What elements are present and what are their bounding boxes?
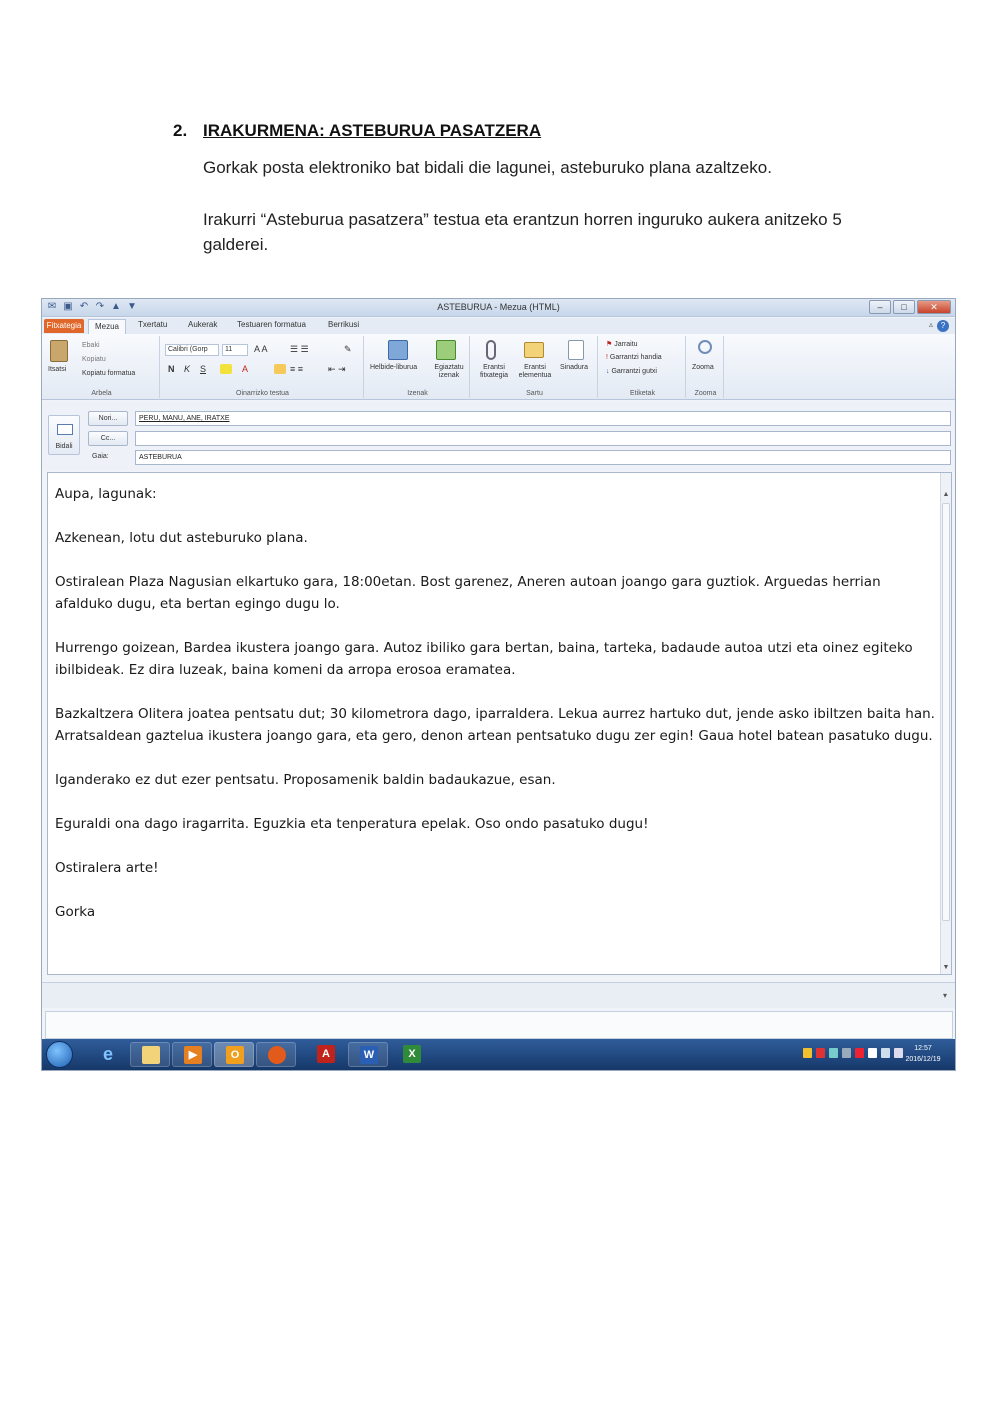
people-pane <box>45 1011 953 1039</box>
low-importance-button[interactable] <box>606 368 657 375</box>
expand-chevron-icon[interactable]: ▾ <box>942 991 947 1000</box>
group-label: Oinarrizko testua <box>236 390 289 397</box>
firefox-icon <box>268 1046 286 1064</box>
low-importance-label: Garrantzi gutxi <box>611 368 657 375</box>
taskbar-media-player[interactable] <box>172 1042 212 1067</box>
scroll-thumb[interactable] <box>942 503 950 921</box>
group-names <box>366 336 470 398</box>
high-importance-button[interactable] <box>606 354 662 361</box>
message-header <box>42 401 955 471</box>
window-controls <box>869 300 951 314</box>
check-names-button[interactable]: Egiaztatu izenak <box>434 364 464 379</box>
grow-font-icon[interactable]: A A <box>254 344 268 354</box>
cc-button[interactable]: Cc... <box>88 431 128 446</box>
underline-icon[interactable]: S <box>200 364 207 374</box>
taskbar-firefox[interactable] <box>256 1042 296 1067</box>
align-center-icon[interactable]: ≡ ≡ <box>290 364 304 374</box>
tab-review[interactable]: Berrikusi <box>328 320 360 329</box>
attach-file-icon[interactable] <box>486 340 496 360</box>
group-tags <box>600 336 686 398</box>
check-names-icon[interactable] <box>436 340 456 360</box>
taskbar-excel[interactable] <box>392 1042 432 1067</box>
taskbar <box>42 1039 955 1070</box>
address-book-button[interactable]: Helbide-liburua <box>370 364 418 371</box>
ribbon-tabs <box>42 318 955 334</box>
group-basic-text <box>162 336 364 398</box>
signature-icon[interactable] <box>568 340 584 360</box>
attach-item-button[interactable]: Erantsi elementua <box>518 364 552 379</box>
shield-icon[interactable] <box>842 1048 851 1058</box>
zoom-icon[interactable] <box>698 340 712 354</box>
exercise-intro: Gorkak posta elektroniko bat bidali die lagunei, asteburuko plana azaltzeko. <box>203 158 772 177</box>
scroll-up-icon[interactable]: ▲ <box>942 491 950 498</box>
body-paragraph: Ostiralean Plaza Nagusian elkartuko gara, 18:00etan. Bost garenez, Aneren autoan joango gara guztiok. Arguedas herrian afalduko dugu, eta bertan egingo dugu lo. <box>55 574 881 612</box>
group-label: Etiketak <box>630 390 655 397</box>
tab-message[interactable]: Mezua <box>88 319 126 334</box>
to-field[interactable]: PERU, MANU, ANE, IRATXE <box>135 411 951 426</box>
vertical-scrollbar[interactable] <box>940 473 951 974</box>
close-button[interactable]: ✕ <box>917 300 951 314</box>
paste-icon[interactable] <box>50 340 68 362</box>
attach-file-button[interactable]: Erantsi fitxategia <box>479 364 509 379</box>
body-paragraph: Azkenean, lotu dut asteburuko plana. <box>55 530 308 546</box>
media-player-icon: ▶ <box>184 1046 202 1064</box>
clear-format-icon[interactable]: ✎ <box>344 344 352 354</box>
font-size-select[interactable]: 11 <box>222 344 248 356</box>
ribbon <box>42 334 955 400</box>
word-icon: W <box>360 1046 378 1064</box>
flag-icon[interactable] <box>868 1048 877 1058</box>
taskbar-word[interactable] <box>348 1042 388 1067</box>
font-color-icon[interactable]: A <box>242 364 249 374</box>
taskbar-outlook[interactable] <box>214 1042 254 1067</box>
high-importance-label: Garrantzi handia <box>609 354 662 361</box>
body-paragraph: Gorka <box>55 904 96 920</box>
send-button[interactable] <box>48 415 80 455</box>
taskbar-ie[interactable] <box>88 1042 128 1067</box>
bold-icon[interactable]: N <box>168 364 175 374</box>
cut-button[interactable]: Ebaki <box>82 342 100 349</box>
copy-button[interactable]: Kopiatu <box>82 356 106 363</box>
highlight-icon[interactable] <box>220 364 232 374</box>
body-paragraph: Bazkaltzera Olitera joatea pentsatu dut; 30 kilometrora dago, iparraldera. Lekua aurrez hartuko dut, jende asko ibiltzen baita han. Arratsaldean gaztelua ikustera joango gara, eta gero, denon artean pentsatuko dugu zer egin! Gaua hotel batean pasatuko dugu. <box>55 706 935 744</box>
to-button[interactable]: Nori... <box>88 411 128 426</box>
align-left-icon[interactable] <box>274 364 286 374</box>
body-paragraph: Hurrengo goizean, Bardea ikustera joango gara. Autoz ibiliko gara bertan, baina, tarteka, badaude autoa utzi eta oinez egiteko ibilbideak. Ez dira luzeak, baina komeni da arropa erosoa eramatea. <box>55 640 913 678</box>
indent-icon[interactable]: ⇤ ⇥ <box>328 364 346 374</box>
signature-button[interactable]: Sinadura <box>560 364 589 371</box>
message-body[interactable] <box>47 472 952 975</box>
acrobat-icon: A <box>317 1045 335 1063</box>
italic-icon[interactable]: K <box>184 364 191 374</box>
group-label: Zooma <box>694 390 717 397</box>
send-icon <box>57 424 73 435</box>
group-label: Sartu <box>526 390 543 397</box>
flag-icon: ⚑ <box>606 341 613 348</box>
cc-field[interactable] <box>135 431 951 446</box>
redo-icon[interactable]: ↷ <box>95 301 105 312</box>
exercise-title: IRAKURMENA: ASTEBURUA PASATZERA <box>203 121 542 140</box>
zoom-button[interactable]: Zooma <box>692 364 714 371</box>
taskbar-explorer[interactable] <box>130 1042 170 1067</box>
outlook-icon: ✉ <box>47 301 57 312</box>
message-text[interactable] <box>55 483 940 945</box>
body-paragraph: Ostiralera arte! <box>55 860 159 876</box>
people-pane-bar <box>42 982 955 1008</box>
tab-options[interactable]: Aukerak <box>188 320 218 329</box>
scroll-down-icon[interactable]: ▼ <box>942 964 950 971</box>
group-clipboard <box>44 336 160 398</box>
exercise-number: 2. <box>173 121 188 140</box>
undo-icon[interactable]: ↶ <box>79 301 89 312</box>
excel-icon: X <box>403 1045 421 1063</box>
body-paragraph: Eguraldi ona dago iragarrita. Eguzkia eta tenperatura epelak. Oso ondo pasatuko dugu! <box>55 816 649 832</box>
minimize-button[interactable]: – <box>869 300 891 314</box>
group-zoom <box>688 336 724 398</box>
exercise-heading <box>173 121 541 141</box>
subject-field[interactable]: ASTEBURUA <box>135 450 951 465</box>
format-painter-button[interactable]: Kopiatu formatua <box>82 370 136 377</box>
down-arrow-icon[interactable]: ▼ <box>127 301 137 312</box>
tray-icon[interactable] <box>803 1048 812 1058</box>
paste-button[interactable]: Itsatsi <box>48 366 67 373</box>
taskbar-acrobat[interactable] <box>306 1042 346 1067</box>
maximize-button[interactable]: □ <box>893 300 915 314</box>
subject-label: Gaia: <box>92 453 109 460</box>
ribbon-minimize-icon[interactable]: ▵ <box>928 320 933 329</box>
address-book-icon[interactable] <box>388 340 408 360</box>
network-icon[interactable] <box>881 1048 890 1058</box>
tab-file[interactable]: Fitxategia <box>44 319 84 333</box>
attach-item-icon[interactable] <box>524 342 544 358</box>
help-icon[interactable]: ? <box>937 320 949 332</box>
tab-insert[interactable]: Txertatu <box>138 320 168 329</box>
group-label: Arbela <box>91 390 112 397</box>
follow-up-button[interactable] <box>606 340 638 348</box>
low-importance-icon: ↓ <box>606 368 610 375</box>
clock-time: 12:57 <box>914 1045 932 1052</box>
outlook-icon: O <box>226 1046 244 1064</box>
tray-icon[interactable] <box>829 1048 838 1058</box>
window-title: ASTEBURUA - Mezua (HTML) <box>437 302 560 312</box>
font-select[interactable]: Calibri (Gorp <box>165 344 219 356</box>
group-include <box>472 336 598 398</box>
bullets-icon[interactable]: ☰ ☰ <box>290 344 309 354</box>
title-bar <box>42 299 955 317</box>
ie-icon: e <box>102 1044 113 1064</box>
up-arrow-icon[interactable]: ▲ <box>111 301 121 312</box>
outlook-window <box>41 298 956 1071</box>
save-icon[interactable]: ▣ <box>63 301 73 312</box>
send-label: Bidali <box>55 443 73 450</box>
body-paragraph: Iganderako ez dut ezer pentsatu. Proposamenik baldin badaukazue, esan. <box>55 772 556 788</box>
group-label: Izenak <box>407 390 428 397</box>
tray-icon[interactable] <box>855 1048 864 1058</box>
body-paragraph: Aupa, lagunak: <box>55 486 157 502</box>
folder-icon <box>142 1046 160 1064</box>
tab-format-text[interactable]: Testuaren formatua <box>237 320 306 329</box>
start-button[interactable] <box>46 1041 73 1068</box>
high-importance-icon: ! <box>606 354 608 361</box>
system-tray <box>803 1048 903 1058</box>
tray-icon[interactable] <box>816 1048 825 1058</box>
clock-date: 2016/12/19 <box>905 1056 941 1063</box>
clock[interactable] <box>901 1043 945 1065</box>
exercise-instruction: Irakurri “Asteburua pasatzera” testua eta erantzun horren inguruko aukera anitzeko 5 galderei. <box>203 210 842 254</box>
follow-up-label: Jarraitu <box>614 341 638 348</box>
